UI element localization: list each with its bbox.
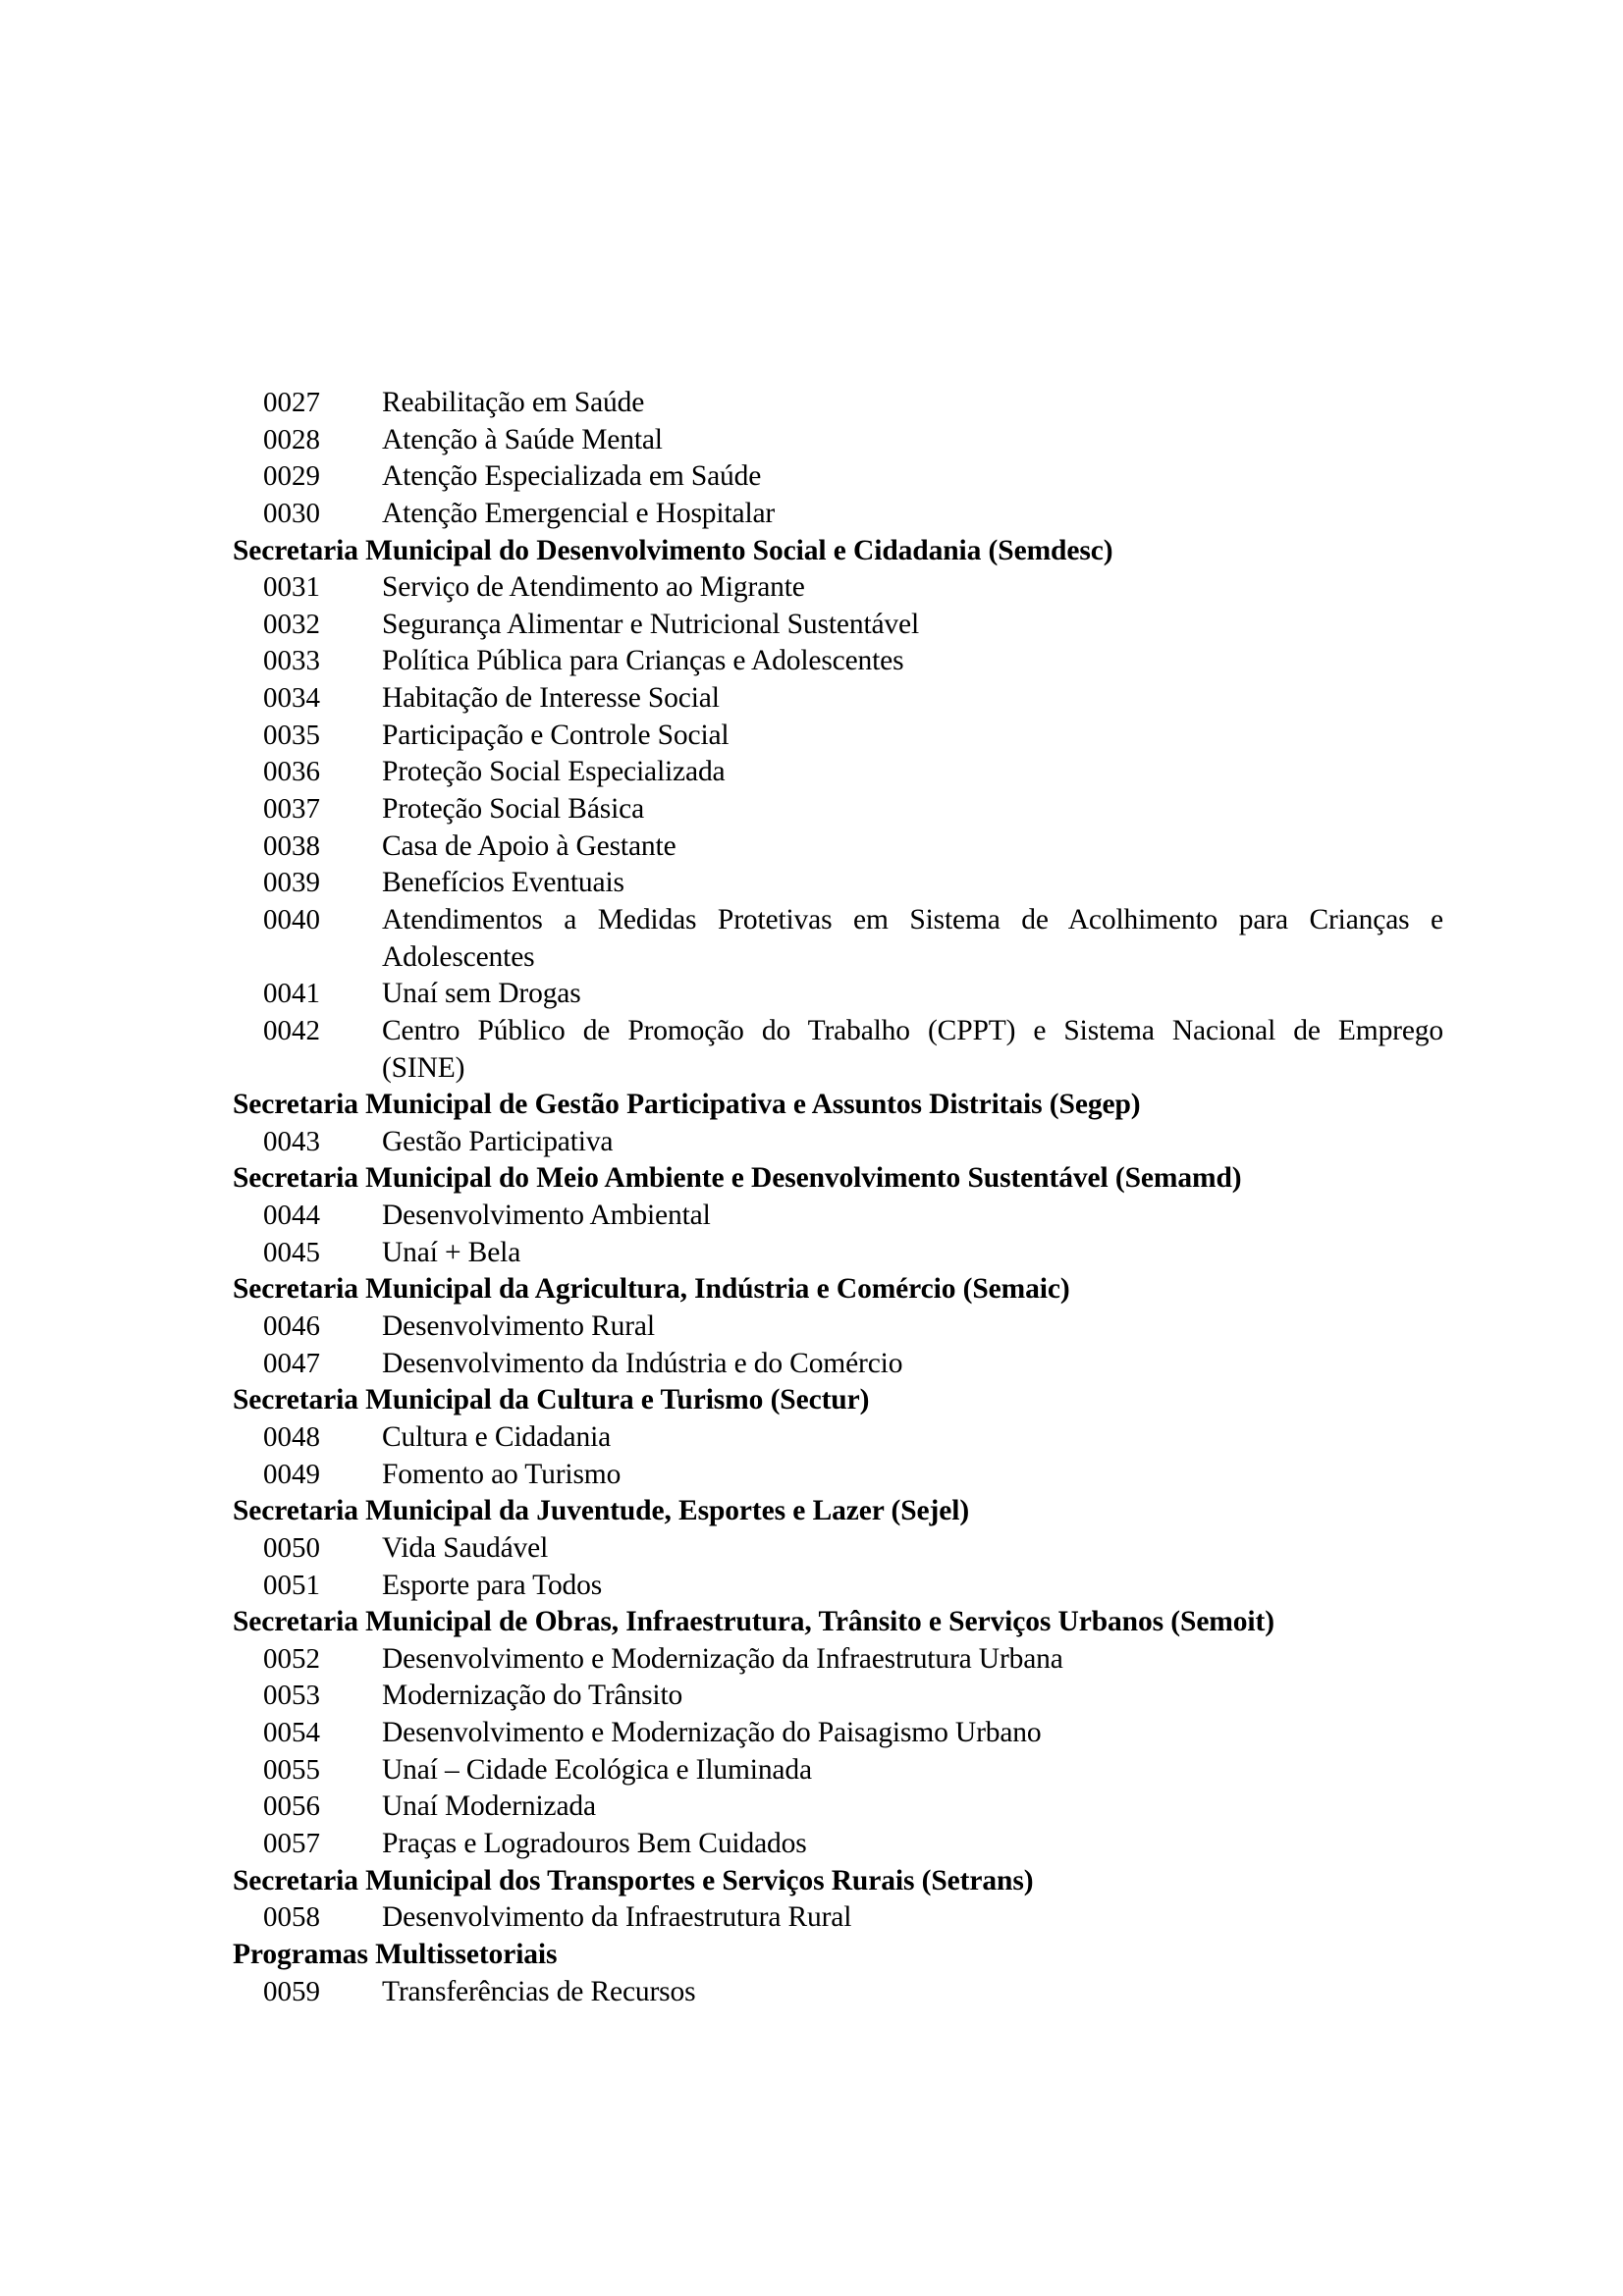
program-description: Política Pública para Crianças e Adolescentes — [382, 645, 904, 677]
program-description: Serviço de Atendimento ao Migrante — [382, 571, 805, 604]
program-code: 0028 — [263, 423, 320, 455]
program-code: 0045 — [263, 1236, 320, 1268]
program-description: Benefícios Eventuais — [382, 867, 624, 899]
program-code: 0055 — [263, 1753, 320, 1786]
program-list — [233, 385, 1443, 2010]
program-item — [233, 754, 1443, 791]
program-description: Desenvolvimento da Indústria e do Comércio — [382, 1347, 903, 1379]
program-description: Atenção Especializada em Saúde — [382, 460, 762, 493]
program-item — [233, 1198, 1443, 1235]
program-item — [233, 865, 1443, 902]
program-description: Atendimentos a Medidas Protetivas em Sistema de Acolhimento para Crianças e — [382, 903, 1443, 935]
program-description: Fomento ao Turismo — [382, 1458, 622, 1490]
program-code: 0058 — [263, 1901, 320, 1934]
program-description: Atenção à Saúde Mental — [382, 423, 663, 455]
program-code: 0039 — [263, 867, 320, 899]
program-description: Proteção Social Especializada — [382, 756, 726, 788]
program-code: 0048 — [263, 1420, 320, 1453]
program-item — [233, 1974, 1443, 2011]
program-code: 0059 — [263, 1975, 320, 2007]
program-item — [233, 718, 1443, 755]
program-item — [233, 1346, 1443, 1383]
program-code: 0029 — [263, 460, 320, 493]
program-item — [233, 1308, 1443, 1346]
program-code: 0052 — [263, 1642, 320, 1675]
program-code: 0054 — [263, 1717, 320, 1749]
program-description: (SINE) — [382, 1051, 465, 1084]
section-heading: Programas Multissetoriais — [233, 1938, 558, 1970]
program-description: Desenvolvimento e Modernização do Paisagismo Urbano — [382, 1717, 1042, 1749]
program-item — [233, 680, 1443, 718]
program-code: 0034 — [263, 682, 320, 715]
program-description: Cultura e Cidadania — [382, 1420, 612, 1453]
program-description: Casa de Apoio à Gestante — [382, 829, 676, 862]
program-item-continuation — [233, 1050, 1443, 1088]
program-code: 0041 — [263, 978, 320, 1010]
program-description: Vida Saudável — [382, 1531, 549, 1564]
program-description: Habitação de Interesse Social — [382, 682, 720, 715]
program-code: 0053 — [263, 1680, 320, 1712]
program-item — [233, 1678, 1443, 1715]
program-item — [233, 791, 1443, 828]
program-item — [233, 422, 1443, 459]
program-item — [233, 1457, 1443, 1494]
program-item — [233, 643, 1443, 680]
program-item — [233, 458, 1443, 496]
program-item-continuation — [233, 939, 1443, 977]
program-description: Praças e Logradouros Bem Cuidados — [382, 1827, 807, 1859]
program-item — [233, 1568, 1443, 1605]
program-code: 0049 — [263, 1458, 320, 1490]
program-item — [233, 1826, 1443, 1863]
program-code: 0044 — [263, 1200, 320, 1232]
program-item — [233, 902, 1443, 939]
program-code: 0027 — [263, 387, 320, 418]
program-code: 0037 — [263, 793, 320, 826]
section-heading: Secretaria Municipal do Desenvolvimento Social e Cidadania (Semdesc) — [233, 534, 1113, 566]
program-code: 0038 — [263, 829, 320, 862]
program-description: Unaí Modernizada — [382, 1790, 596, 1823]
program-code: 0030 — [263, 497, 320, 529]
section-heading: Secretaria Municipal da Juventude, Esportes e Lazer (Sejel) — [233, 1495, 970, 1527]
program-item — [233, 1641, 1443, 1679]
program-code: 0042 — [263, 1014, 320, 1046]
program-code: 0043 — [263, 1125, 320, 1157]
program-item — [233, 1530, 1443, 1568]
program-code: 0047 — [263, 1347, 320, 1379]
program-item — [233, 1789, 1443, 1826]
section-heading: Secretaria Municipal de Gestão Participativa e Assuntos Distritais (Segep) — [233, 1089, 1141, 1121]
program-code: 0046 — [263, 1310, 320, 1343]
program-item — [233, 569, 1443, 607]
section-heading: Secretaria Municipal de Obras, Infraestrutura, Trânsito e Serviços Urbanos (Semoit) — [233, 1606, 1274, 1638]
program-description: Desenvolvimento Rural — [382, 1310, 655, 1343]
program-description: Reabilitação em Saúde — [382, 387, 645, 418]
program-description: Segurança Alimentar e Nutricional Sustentável — [382, 608, 920, 640]
program-code: 0040 — [263, 903, 320, 935]
program-item — [233, 1715, 1443, 1752]
program-description: Esporte para Todos — [382, 1569, 603, 1601]
program-item — [233, 1752, 1443, 1789]
program-item — [233, 976, 1443, 1013]
program-description: Gestão Participativa — [382, 1125, 614, 1157]
program-item — [233, 496, 1443, 533]
program-item — [233, 1235, 1443, 1272]
program-description: Modernização do Trânsito — [382, 1680, 683, 1712]
section-heading: Secretaria Municipal da Cultura e Turismo (Sectur) — [233, 1384, 870, 1416]
section-heading: Secretaria Municipal da Agricultura, Indústria e Comércio (Semaic) — [233, 1273, 1070, 1306]
program-description: Desenvolvimento e Modernização da Infraestrutura Urbana — [382, 1642, 1063, 1675]
program-code: 0033 — [263, 645, 320, 677]
program-code: 0051 — [263, 1569, 320, 1601]
program-code: 0050 — [263, 1531, 320, 1564]
program-code: 0032 — [263, 608, 320, 640]
program-description: Participação e Controle Social — [382, 719, 730, 751]
program-item — [233, 1899, 1443, 1937]
program-item — [233, 385, 1443, 422]
section-heading: Secretaria Municipal do Meio Ambiente e Desenvolvimento Sustentável (Semamd) — [233, 1162, 1242, 1195]
program-description: Adolescentes — [382, 940, 535, 973]
program-code: 0031 — [263, 571, 320, 604]
program-code: 0056 — [263, 1790, 320, 1823]
program-item — [233, 1013, 1443, 1050]
program-description: Proteção Social Básica — [382, 793, 645, 826]
program-description: Atenção Emergencial e Hospitalar — [382, 497, 776, 529]
program-item — [233, 1124, 1443, 1161]
program-code: 0057 — [263, 1827, 320, 1859]
program-description: Unaí + Bela — [382, 1236, 521, 1268]
program-item — [233, 1419, 1443, 1457]
program-description: Unaí sem Drogas — [382, 978, 581, 1010]
program-description: Unaí – Cidade Ecológica e Iluminada — [382, 1753, 812, 1786]
program-item — [233, 607, 1443, 644]
section-heading: Secretaria Municipal dos Transportes e Serviços Rurais (Setrans) — [233, 1864, 1034, 1896]
program-code: 0036 — [263, 756, 320, 788]
program-description: Transferências de Recursos — [382, 1975, 696, 2007]
program-item — [233, 828, 1443, 866]
program-description: Centro Público de Promoção do Trabalho (CPPT) e Sistema Nacional de Emprego — [382, 1014, 1443, 1046]
program-code: 0035 — [263, 719, 320, 751]
program-description: Desenvolvimento da Infraestrutura Rural — [382, 1901, 852, 1934]
program-description: Desenvolvimento Ambiental — [382, 1200, 711, 1232]
